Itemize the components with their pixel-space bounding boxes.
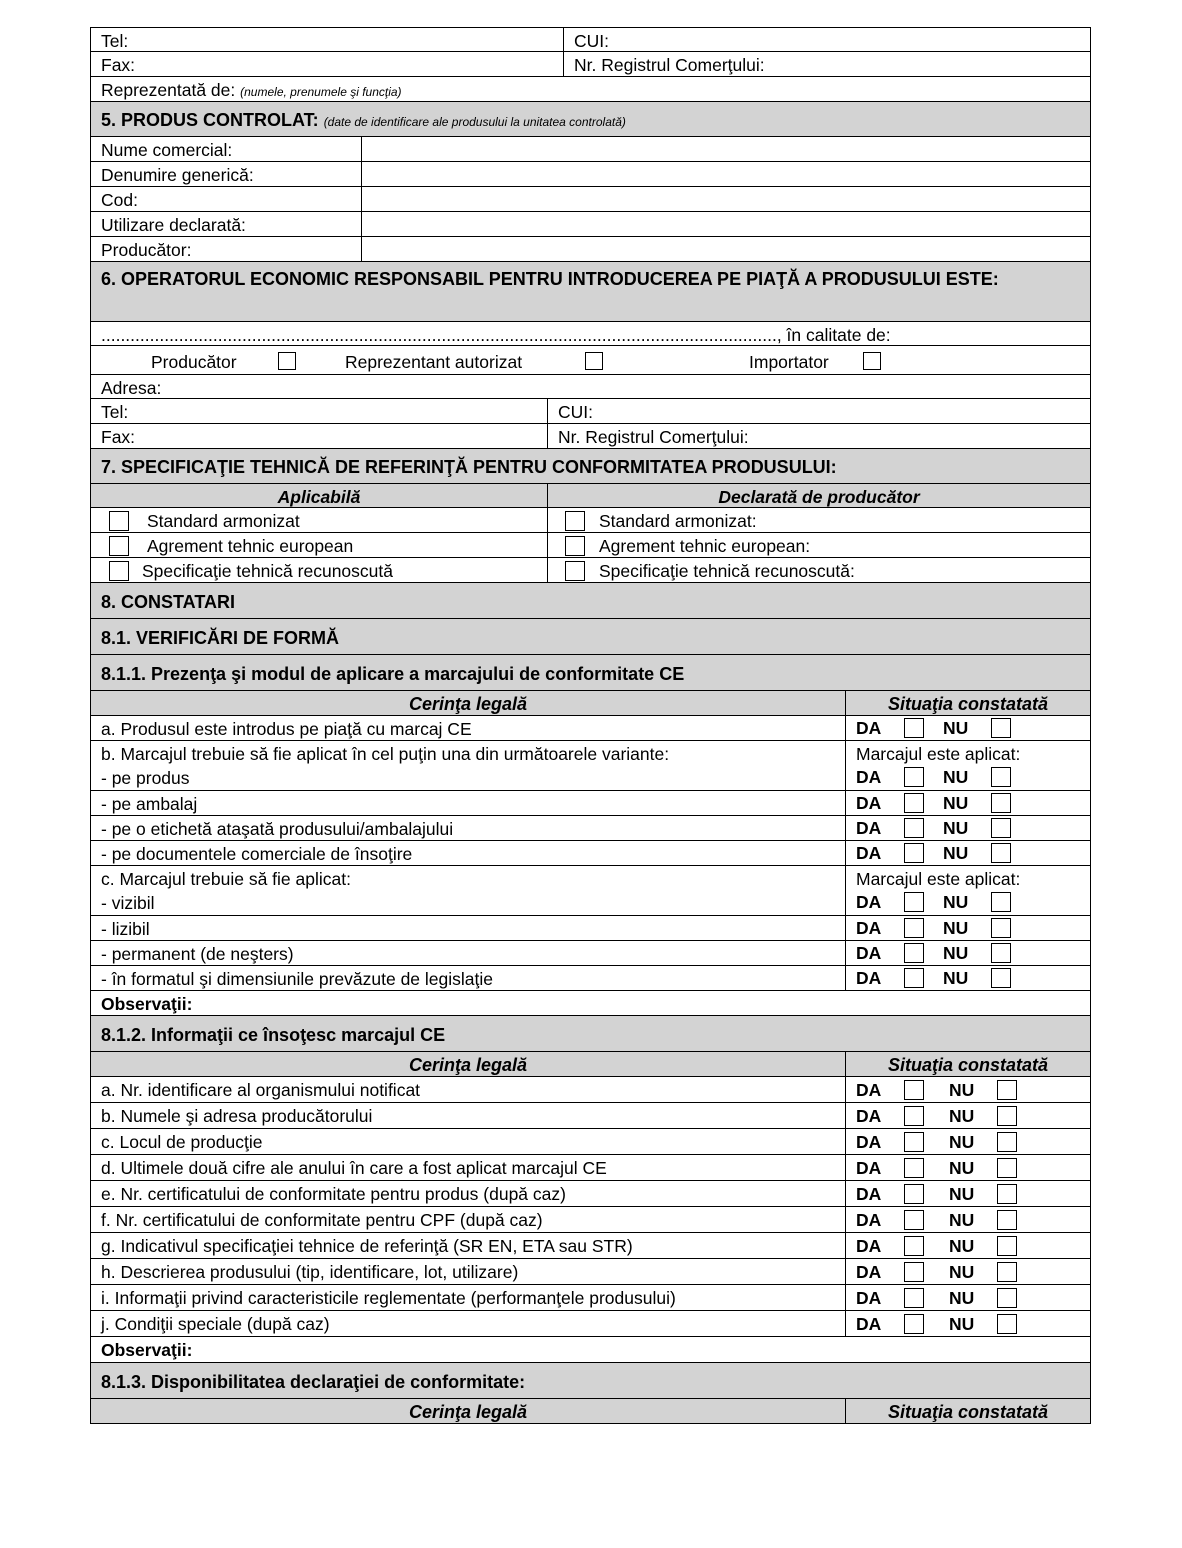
s811-text: - permanent (de neşters) [101,944,294,964]
section-8-1-1-title: 8.1.1. Prezenţa şi modul de aplicare a marcajului de conformitate CE [101,664,685,684]
section-8-1-title: 8.1. VERIFICĂRI DE FORMĂ [101,628,340,648]
da-nu-group [846,1259,1090,1284]
s812-status [845,1129,1090,1154]
applied-label: Marcajul este aplicat: [856,869,1021,889]
s7-row [90,558,1091,583]
da-checkbox[interactable] [904,818,924,838]
s7-applicable-checkbox[interactable] [109,511,129,531]
s812-rows [90,1077,1091,1337]
nu-checkbox[interactable] [997,1080,1017,1100]
da-nu-group [846,890,1090,915]
s7-applicable-checkbox[interactable] [109,561,129,581]
nu-checkbox[interactable] [997,1184,1017,1204]
tel-label: Tel: [101,31,129,51]
da-checkbox[interactable] [904,1184,924,1204]
option-authorized-label: Reprezentant autorizat [345,352,523,372]
s812-col-status: Situaţia constatată [845,1052,1090,1076]
section-7-rows [90,508,1091,583]
option-producer-label: Producător [151,352,237,372]
da-checkbox[interactable] [904,1158,924,1178]
s811-requirement [91,941,845,965]
s811-text: - pe documentele comerciale de însoţire [101,844,413,864]
s811-row [90,791,1091,816]
da-nu-group [846,716,1090,740]
da-nu-group [846,765,1090,790]
s5-row-value[interactable] [361,162,1090,186]
da-label: DA [856,843,882,863]
nu-checkbox[interactable] [991,968,1011,988]
nu-checkbox[interactable] [997,1288,1017,1308]
s811-status [845,916,1090,940]
da-checkbox[interactable] [904,943,924,963]
s811-text: - pe ambalaj [101,794,198,814]
s811-status [845,716,1090,740]
option-producer-checkbox[interactable] [278,352,296,370]
nu-checkbox[interactable] [997,1158,1017,1178]
s5-row-label: Producător: [101,240,192,260]
nu-label: NU [949,1080,975,1100]
s811-requirement [91,816,845,840]
option-importer-checkbox[interactable] [863,352,881,370]
s812-row [90,1259,1091,1285]
nu-label: NU [943,793,969,813]
s811-rows [90,716,1091,991]
s811-status [845,791,1090,815]
s812-observations-row [90,1337,1091,1363]
da-label: DA [856,943,882,963]
da-nu-group [846,791,1090,815]
da-label: DA [856,1262,882,1282]
nu-checkbox[interactable] [997,1210,1017,1230]
s6-tel-label: Tel: [101,402,129,422]
nu-checkbox[interactable] [991,843,1011,863]
s6-fax-label: Fax: [101,427,136,447]
s811-text: - pe o etichetă ataşată produsului/ambalajului [101,819,454,839]
s5-row [90,212,1091,237]
s811-row [90,816,1091,841]
s812-status [845,1259,1090,1284]
s5-row-label: Cod: [101,190,138,210]
s7-applicable-cell [91,508,547,532]
s812-requirement: c. Locul de producţie [101,1132,263,1152]
s7-declared-cell [547,508,1090,532]
s811-observations: Observaţii: [101,994,193,1014]
s812-status [845,1077,1090,1102]
s811-status [845,966,1090,990]
s811-row [90,941,1091,966]
da-label: DA [856,1106,882,1126]
s7-applicable-cell [91,558,547,582]
s812-requirement: a. Nr. identificare al organismului notificat [101,1080,421,1100]
s7-applicable-label: Agrement tehnic european [147,536,354,556]
nu-label: NU [943,818,969,838]
represented-label [91,77,1090,101]
nu-checkbox[interactable] [997,1106,1017,1126]
row-address [90,375,1091,399]
nu-checkbox[interactable] [991,943,1011,963]
s812-status [845,1155,1090,1180]
section-6-header [90,262,1091,322]
s7-declared-label: Specificaţie tehnică recunoscută: [599,561,855,581]
nu-label: NU [943,767,969,787]
da-nu-group [846,1129,1090,1154]
nu-label: NU [949,1210,975,1230]
nu-label: NU [949,1106,975,1126]
represented-note: (numele, prenumele şi funcţia) [240,85,402,99]
s811-row [90,866,1091,916]
da-checkbox[interactable] [904,918,924,938]
s5-row-label: Denumire generică: [101,165,254,185]
section-5-note: (date de identificare ale produsului la unitatea controlată) [323,115,626,129]
s6-cui-label: CUI: [547,399,1090,423]
da-checkbox[interactable] [904,968,924,988]
s5-row [90,137,1091,162]
da-nu-group [846,1233,1090,1258]
da-nu-group [846,816,1090,840]
nu-checkbox[interactable] [991,767,1011,787]
s5-row [90,162,1091,187]
da-checkbox[interactable] [904,793,924,813]
da-checkbox[interactable] [904,767,924,787]
s7-declared-checkbox[interactable] [565,536,585,556]
da-nu-group [846,1103,1090,1128]
s811-row [90,916,1091,941]
col-declared: Declarată de producător [547,484,1090,507]
s811-requirement [91,841,845,865]
s5-row-value[interactable] [361,212,1090,236]
row-s6-fax-reg [90,424,1091,449]
s7-applicable-checkbox[interactable] [109,536,129,556]
nu-label: NU [949,1132,975,1152]
s7-declared-cell [547,558,1090,582]
s812-row [90,1311,1091,1337]
s811-requirement [91,791,845,815]
nu-label: NU [949,1314,975,1334]
nu-label: NU [943,918,969,938]
s813-colheaders [90,1399,1091,1424]
nu-checkbox[interactable] [991,892,1011,912]
s812-col-requirement: Cerinţa legală [408,1055,528,1075]
s7-applicable-cell [91,533,547,557]
s811-requirement [91,916,845,940]
s812-row [90,1077,1091,1103]
da-label: DA [856,968,882,988]
s812-row [90,1285,1091,1311]
section-7-title: 7. SPECIFICAŢIE TEHNICĂ DE REFERINŢĂ PENTRU CONFORMITATEA PRODUSULUI: [101,457,837,477]
row-dots [90,322,1091,346]
nu-checkbox[interactable] [997,1236,1017,1256]
s812-status [845,1233,1090,1258]
da-checkbox[interactable] [904,718,924,738]
s811-requirement [91,966,845,990]
s7-declared-checkbox[interactable] [565,511,585,531]
nu-label: NU [943,843,969,863]
row-capacity-options [90,346,1091,375]
nu-label: NU [949,1262,975,1282]
row-tel-cui [90,27,1091,52]
s811-text: - vizibil [101,893,155,913]
s6-reg-label: Nr. Registrul Comerţului: [547,424,1090,448]
s811-row [90,716,1091,741]
da-checkbox[interactable] [904,1210,924,1230]
s812-row [90,1181,1091,1207]
da-nu-group [846,1077,1090,1102]
nu-checkbox[interactable] [991,793,1011,813]
s811-requirement [91,866,845,915]
section-8-1-header [90,619,1091,655]
section-5-header [90,102,1091,137]
row-represented [90,77,1091,102]
s811-requirement [91,716,845,740]
da-checkbox[interactable] [904,1106,924,1126]
section-8-1-3-title: 8.1.3. Disponibilitatea declaraţiei de conformitate: [101,1372,526,1392]
s812-row [90,1155,1091,1181]
nu-label: NU [943,943,969,963]
s5-row-value[interactable] [361,237,1090,261]
section-8-1-2-title: 8.1.2. Informaţii ce însoţesc marcajul CE [101,1025,446,1045]
s7-declared-label: Standard armonizat: [599,511,757,531]
da-nu-group [846,941,1090,965]
cui-label: CUI: [563,28,1090,51]
address-label: Adresa: [101,378,162,398]
nu-label: NU [943,968,969,988]
section-8-1-1-header [90,655,1091,691]
nu-label: NU [943,718,969,738]
s812-requirement: j. Condiţii speciale (după caz) [101,1314,330,1334]
s811-text: - pe produs [101,768,190,788]
da-label: DA [856,767,882,787]
section-8-1-2-header [90,1016,1091,1052]
s811-row [90,741,1091,791]
s812-observations: Observaţii: [101,1340,193,1360]
s7-applicable-label: Standard armonizat [147,511,300,531]
s811-colheaders [90,691,1091,716]
s7-declared-label: Agrement tehnic european: [599,536,811,556]
da-checkbox[interactable] [904,1314,924,1334]
s5-row [90,187,1091,212]
s5-row [90,237,1091,262]
s812-requirement: g. Indicativul specificaţiei tehnice de referinţă (SR EN, ETA sau STR) [101,1236,633,1256]
s811-requirement [91,741,845,790]
s811-text: - lizibil [101,919,150,939]
col-applicable: Aplicabilă [277,487,361,507]
row-s6-tel-cui [90,399,1091,424]
da-nu-group [846,966,1090,990]
da-checkbox[interactable] [904,1236,924,1256]
da-nu-group [846,1285,1090,1310]
da-nu-group [846,1155,1090,1180]
da-label: DA [856,1158,882,1178]
operator-name-dotline: ..........................................................................................................................................., în calitate de: [101,325,891,345]
da-nu-group [846,841,1090,865]
s811-status [845,816,1090,840]
option-importer-label: Importator [749,352,829,372]
da-label: DA [856,718,882,738]
s812-status [845,1285,1090,1310]
s812-status [845,1311,1090,1336]
s7-row [90,508,1091,533]
s5-row-value[interactable] [361,187,1090,211]
s813-col-requirement: Cerinţa legală [408,1402,528,1422]
fax-label: Fax: [101,55,136,75]
section-7-colheaders [90,484,1091,508]
nu-checkbox[interactable] [991,918,1011,938]
nu-label: NU [949,1236,975,1256]
da-label: DA [856,892,882,912]
da-label: DA [856,1132,882,1152]
s811-status [845,841,1090,865]
nu-checkbox[interactable] [997,1132,1017,1152]
da-nu-wrap [846,890,1090,915]
section-5-title-text: 5. PRODUS CONTROLAT: [101,110,319,130]
s7-applicable-label: Specificaţie tehnică recunoscută [142,561,393,581]
s812-requirement: h. Descrierea produsului (tip, identificare, lot, utilizare) [101,1262,519,1282]
s812-requirement: d. Ultimele două cifre ale anului în care a fost aplicat marcajul CE [101,1158,607,1178]
s7-row [90,533,1091,558]
s811-status [845,741,1090,790]
nu-label: NU [949,1158,975,1178]
da-label: DA [856,1236,882,1256]
s811-observations-row [90,991,1091,1016]
da-label: DA [856,1314,882,1334]
s5-row-label: Nume comercial: [101,140,233,160]
da-checkbox[interactable] [904,843,924,863]
section-5-title [91,102,1090,136]
da-nu-group [846,1181,1090,1206]
nu-label: NU [949,1184,975,1204]
nu-label: NU [949,1288,975,1308]
nu-checkbox[interactable] [991,818,1011,838]
da-checkbox[interactable] [904,1132,924,1152]
section-8-title: 8. CONSTATARI [101,592,235,612]
s812-status [845,1207,1090,1232]
s811-text: b. Marcajul trebuie să fie aplicat în cel puţin una din următoarele variante: [101,744,670,764]
s812-requirement: f. Nr. certificatului de conformitate pentru CPF (după caz) [101,1210,543,1230]
applied-label: Marcajul este aplicat: [856,744,1021,764]
s811-col-status: Situaţia constatată [845,691,1090,715]
section-5-rows [90,137,1091,262]
da-label: DA [856,1288,882,1308]
s812-row [90,1103,1091,1129]
s812-status [845,1181,1090,1206]
da-label: DA [856,1080,882,1100]
nu-checkbox[interactable] [997,1314,1017,1334]
da-label: DA [856,818,882,838]
s5-row-value[interactable] [361,137,1090,161]
s811-col-requirement: Cerinţa legală [408,694,528,714]
section-7-header [90,449,1091,484]
s812-status [845,1103,1090,1128]
da-nu-group [846,916,1090,940]
s811-text: a. Produsul este introdus pe piaţă cu marcaj CE [101,719,472,739]
s812-requirement: i. Informaţii privind caracteristicile reglementate (performanţele produsului) [101,1288,676,1308]
row-fax-reg [90,52,1091,77]
s7-declared-cell [547,533,1090,557]
s812-requirement: e. Nr. certificatului de conformitate pentru produs (după caz) [101,1184,566,1204]
section-6-title: 6. OPERATORUL ECONOMIC RESPONSABIL PENTRU INTRODUCEREA PE PIAŢĂ A PRODUSULUI ESTE: [101,269,999,289]
s811-text: - în formatul şi dimensiunile prevăzute de legislaţie [101,969,493,989]
section-8-header [90,583,1091,619]
da-label: DA [856,1184,882,1204]
represented-text: Reprezentată de: [101,80,236,100]
capacity-options [91,346,1090,374]
da-label: DA [856,793,882,813]
s811-row [90,966,1091,991]
s811-text: c. Marcajul trebuie să fie aplicat: [101,869,351,889]
s7-declared-checkbox[interactable] [565,561,585,581]
s812-requirement: b. Numele şi adresa producătorului [101,1106,373,1126]
s812-row [90,1129,1091,1155]
da-checkbox[interactable] [904,1288,924,1308]
reg-label: Nr. Registrul Comerţului: [563,52,1090,76]
s812-colheaders [90,1052,1091,1077]
s813-col-status: Situaţia constatată [845,1399,1090,1423]
da-nu-group [846,1207,1090,1232]
da-label: DA [856,918,882,938]
s812-row [90,1207,1091,1233]
section-8-1-3-header [90,1363,1091,1399]
s5-row-label: Utilizare declarată: [101,215,246,235]
nu-checkbox[interactable] [997,1262,1017,1282]
nu-checkbox[interactable] [991,718,1011,738]
inspection-form [90,27,1091,1424]
da-checkbox[interactable] [904,1080,924,1100]
s811-status [845,866,1090,915]
da-nu-group [846,1311,1090,1336]
da-nu-wrap [846,765,1090,790]
s811-row [90,841,1091,866]
option-authorized-checkbox[interactable] [585,352,603,370]
nu-label: NU [943,892,969,912]
s811-status [845,941,1090,965]
da-checkbox[interactable] [904,892,924,912]
da-label: DA [856,1210,882,1230]
da-checkbox[interactable] [904,1262,924,1282]
s812-row [90,1233,1091,1259]
